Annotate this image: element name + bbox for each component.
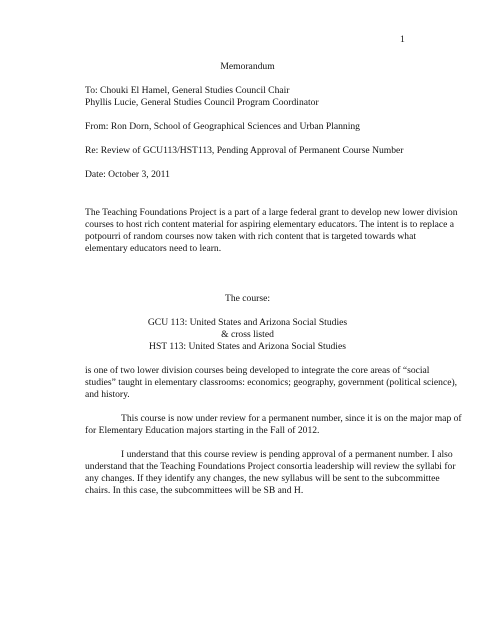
course-gcu: GCU 113: United States and Arizona Social Studies — [147, 317, 348, 328]
para2-line-3: and history. — [85, 389, 130, 400]
intro-line-1: The Teaching Foundations Project is a part of a large federal grant to develop new lower division — [85, 207, 458, 218]
re-line: Re: Review of GCU113/HST113, Pending Approval of Permanent Course Number — [85, 145, 404, 156]
course-heading: The course: — [224, 293, 271, 304]
date-line: Date: October 3, 2011 — [85, 169, 170, 180]
para4-line-1: I understand that this course review is pending approval of a permanent number. I also — [121, 449, 453, 460]
memo-title: Memorandum — [220, 61, 275, 72]
to-line-2: Phyllis Lucie, General Studies Council Program Coordinator — [85, 97, 319, 108]
para3-line-2: for Elementary Education majors starting in the Fall of 2012. — [85, 425, 320, 436]
intro-line-2: courses to host rich content material for aspiring elementary educators. The intent is to replace a — [85, 219, 455, 230]
para2-line-1: is one of two lower division courses being developed to integrate the core areas of “social — [85, 365, 430, 376]
course-hst: HST 113: United States and Arizona Social Studies — [149, 341, 346, 352]
para2-line-2: studies” taught in elementary classrooms: economics; geography, government (political science), — [85, 377, 458, 388]
intro-line-4: elementary educators need to learn. — [85, 243, 222, 254]
para4-line-3: any changes. If they identify any changes, the new syllabus will be sent to the subcommittee — [85, 473, 440, 484]
para4-line-2: understand that the Teaching Foundations Project consortia leadership will review the syllabi for — [85, 461, 456, 472]
page-number: 1 — [400, 34, 405, 45]
to-line-1: To: Chouki El Hamel, General Studies Council Chair — [85, 85, 290, 96]
from-line: From: Ron Dorn, School of Geographical Sciences and Urban Planning — [85, 121, 360, 132]
para4-line-4: chairs. In this case, the subcommittees will be SB and H. — [85, 485, 304, 496]
intro-line-3: potpourri of random courses now taken with rich content that is targeted towards what — [85, 231, 416, 242]
course-cross-listed: & cross listed — [221, 329, 274, 340]
para3-line-1: This course is now under review for a permanent number, since it is on the major map of — [121, 413, 462, 424]
